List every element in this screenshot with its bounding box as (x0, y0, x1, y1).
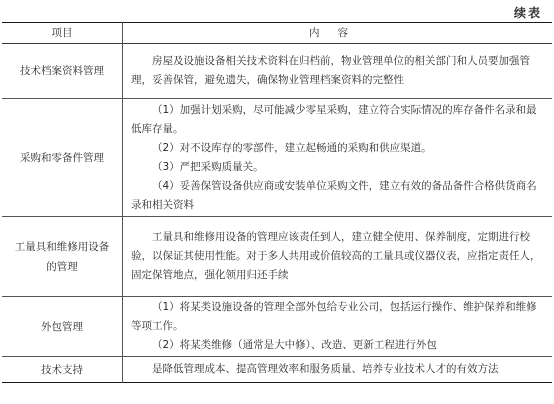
item-label-archives: 技术档案资料管理 (20, 65, 104, 77)
content-paragraph: （2）将某类维修（通常是大中修）、改造、更新工程进行外包 (152, 339, 437, 351)
column-header-content: 内容 (309, 26, 366, 39)
table-row (2, 99, 552, 217)
item-label-procurement: 采购和零备件管理 (20, 151, 104, 164)
table-header-row (2, 23, 552, 44)
content-paragraph: （1）将某类设施设备的管理全部外包给专业公司，包括运行操作、维护保养和维修等项工作。 (131, 301, 537, 332)
content-paragraph: 房屋及设施设备相关技术资料在归档前，物业管理单位的相关部门和人员要加强管理，妥善保管，避免遗失，确保物业管理档案资料的完整性 (131, 55, 530, 86)
item-label-tech-support: 技术支持 (41, 363, 83, 376)
row-content (123, 297, 553, 357)
continued-label: 续表 (513, 6, 542, 20)
row-content (123, 357, 553, 383)
table-row (2, 217, 552, 297)
content-paragraph: （3）严把采购质量关。 (152, 160, 264, 173)
content-paragraph: （1）加强计划采购，尽可能减少零星采购，建立符合实际情况的库存备件名录和最低库存量。 (131, 103, 537, 135)
row-content (123, 44, 553, 99)
item-label-outsourcing: 外包管理 (41, 320, 83, 333)
row-item-label (2, 99, 123, 217)
row-item-label (2, 297, 123, 357)
content-table (2, 22, 552, 383)
row-item-label (2, 44, 123, 99)
row-content (123, 99, 553, 217)
content-paragraph: （2）对不设库存的零部件，建立起畅通的采购和供应渠道。 (152, 141, 432, 154)
row-item-label (2, 217, 123, 297)
row-item-label (2, 357, 123, 383)
content-paragraph: 是降低管理成本、提高管理效率和服务质量、培养专业技术人才的有效方法 (152, 363, 499, 375)
row-content (123, 217, 553, 297)
content-paragraph: （4）妥善保管设备供应商或安装单位采购文件，建立有效的备品备件合格供货商名录和相关资料 (131, 179, 537, 211)
column-header-item: 项目 (2, 23, 123, 44)
content-paragraph: 工量具和维修用设备的管理应该责任到人，建立健全使用、保养制度，定期进行校验，以保证其使用性能。对于多人共用或价值较高的工量具或仪器仪表，应指定责任人，固定保管地点，强化领用归还手续 (131, 231, 541, 281)
table-row (2, 44, 552, 99)
table-row (2, 357, 552, 383)
item-label-tools: 工量具和维修用设备的管理 (14, 240, 110, 273)
table-row (2, 297, 552, 357)
